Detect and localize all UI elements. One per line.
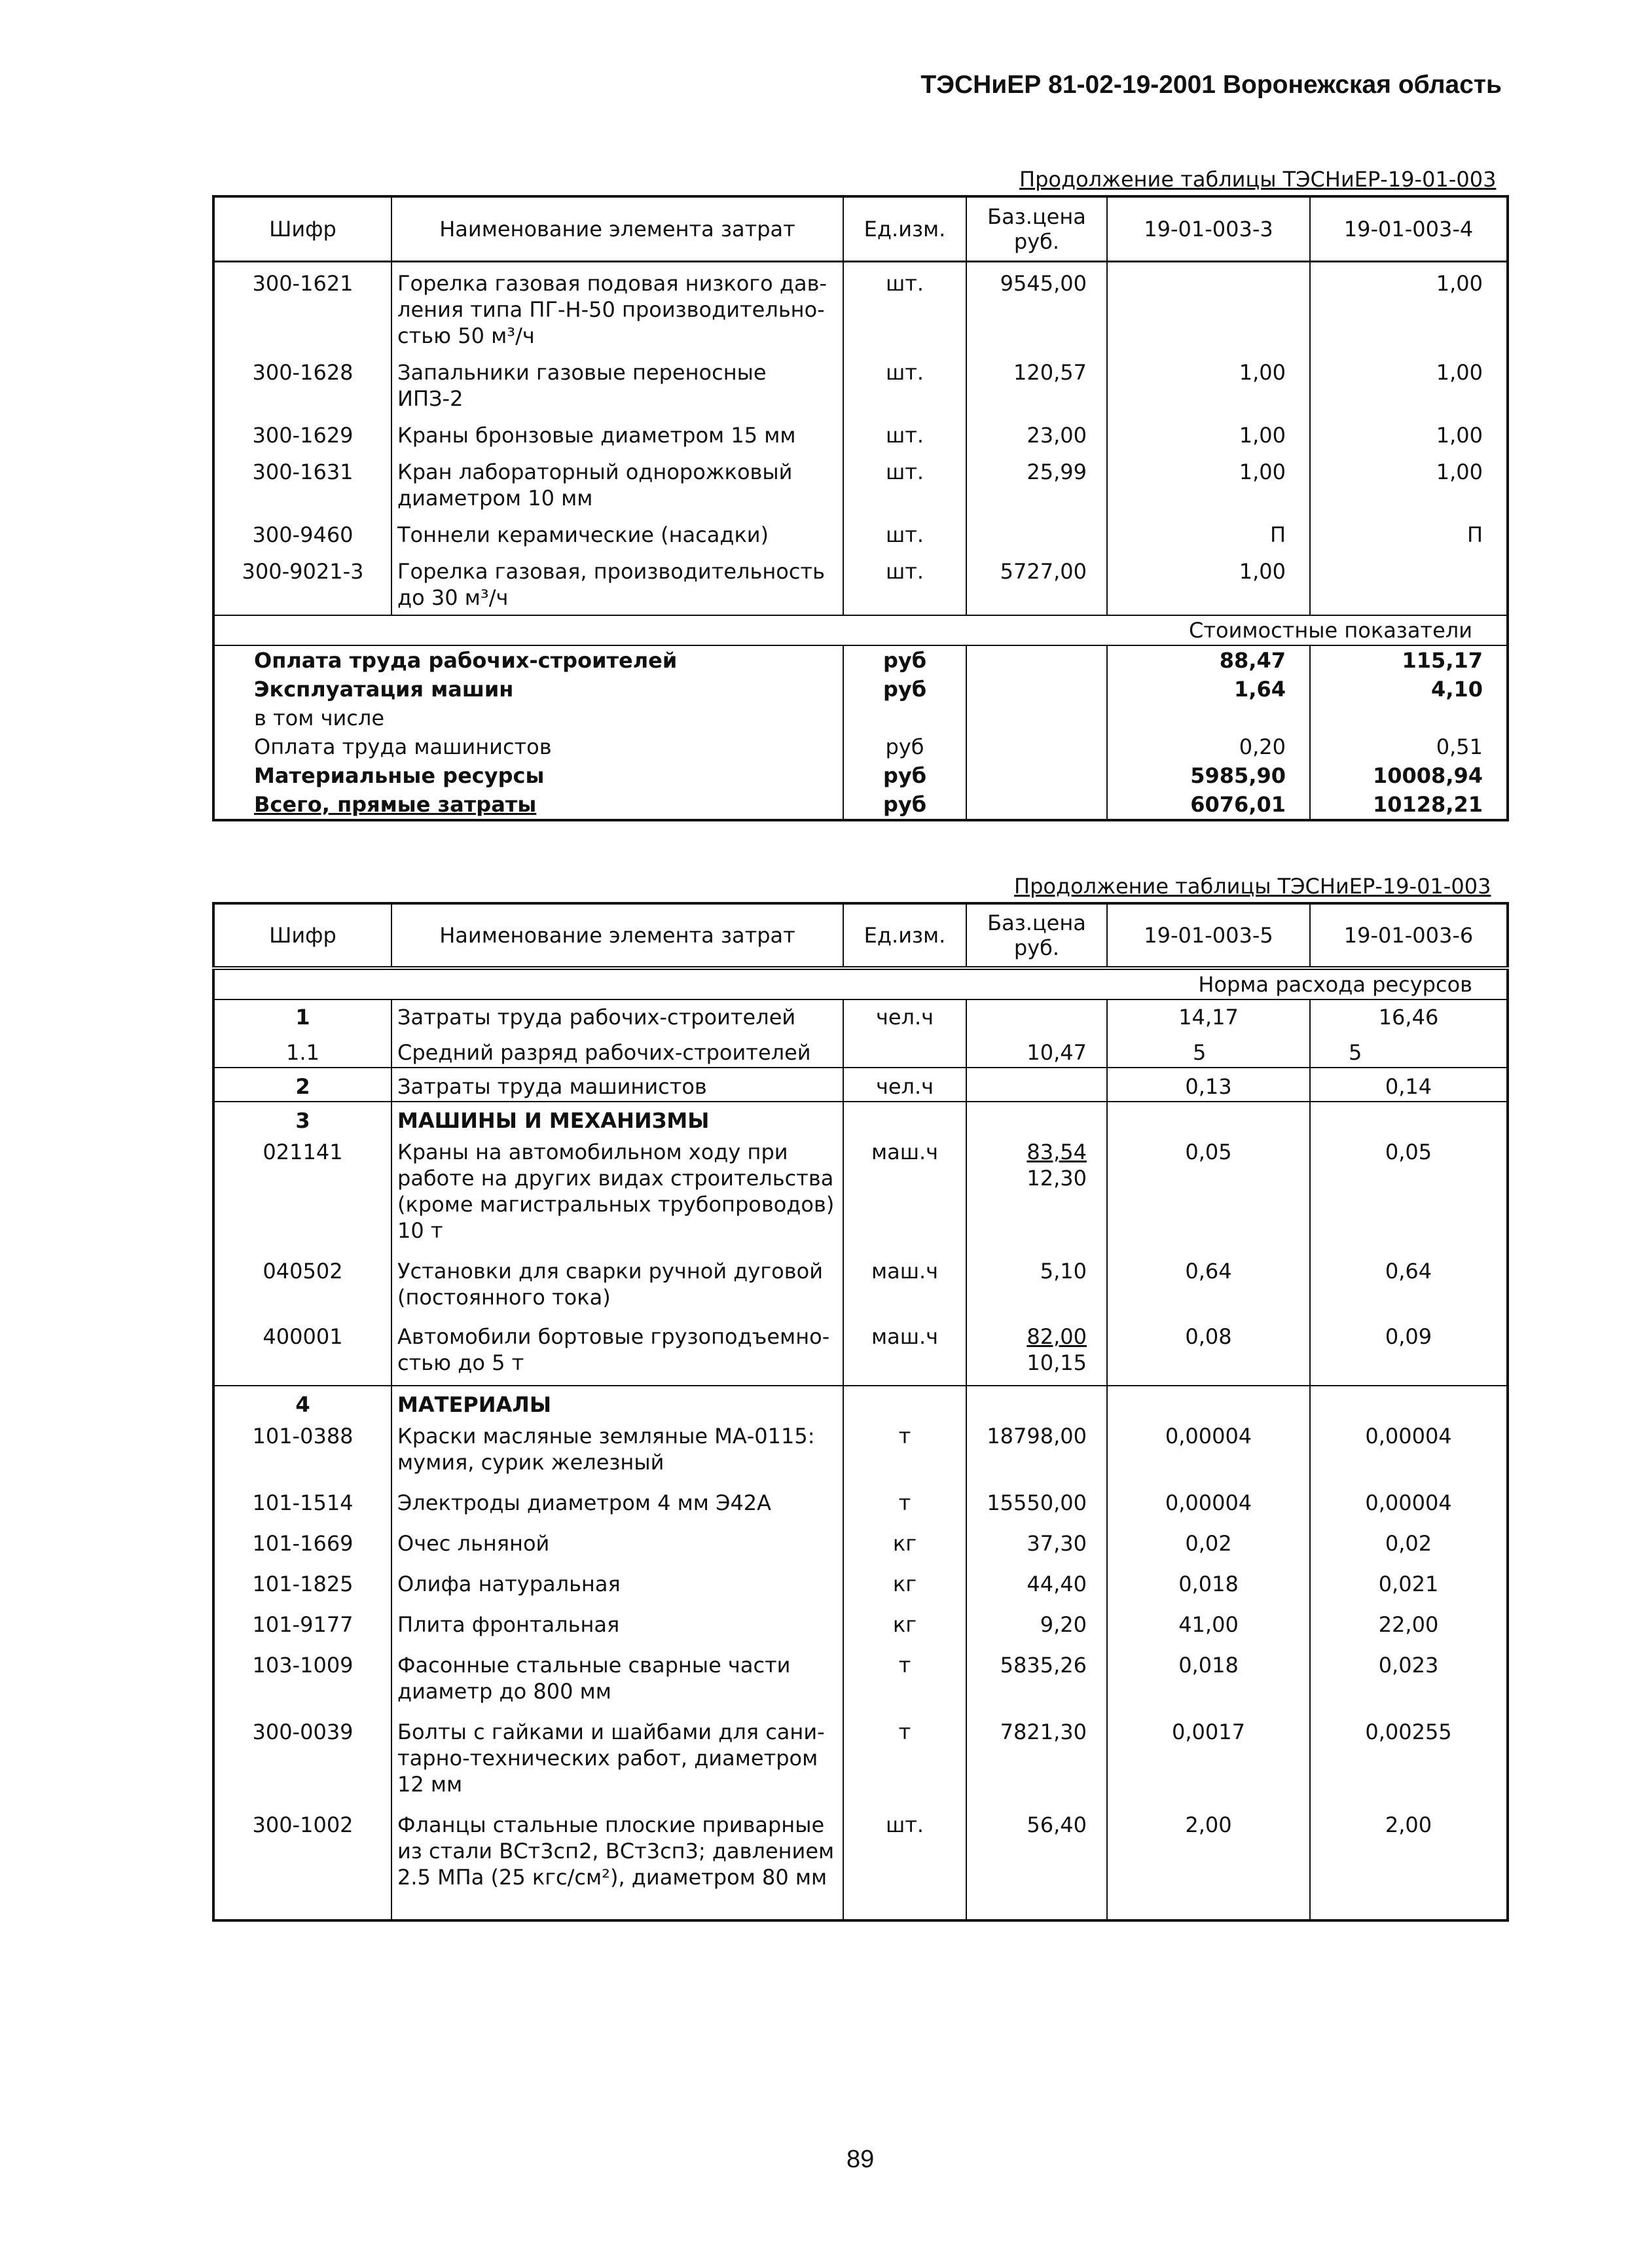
cost-v1: 1,64 bbox=[1107, 675, 1310, 704]
cell-code: 300-1002 bbox=[213, 1799, 391, 1920]
section-title: МАТЕРИАЛЫ bbox=[391, 1386, 843, 1419]
cost-name: в том числе bbox=[213, 704, 843, 732]
cost-v2: 10128,21 bbox=[1310, 790, 1508, 820]
col-header-v2: 19-01-003-4 bbox=[1310, 196, 1508, 262]
cell-unit: т bbox=[843, 1477, 966, 1517]
cost-v2: 10008,94 bbox=[1310, 761, 1508, 790]
price-bottom: 10,15 bbox=[1027, 1350, 1087, 1375]
table1 bbox=[212, 195, 1509, 821]
cost-row bbox=[213, 761, 1508, 790]
section-row-materials bbox=[213, 1386, 1508, 1419]
table2 bbox=[212, 902, 1509, 1922]
cell-code: 101-1669 bbox=[213, 1517, 391, 1558]
cell-v2: 0,64 bbox=[1310, 1253, 1508, 1320]
cell-code: 300-1621 bbox=[213, 262, 391, 351]
cost-unit: руб bbox=[843, 761, 966, 790]
cost-v2: 0,51 bbox=[1310, 732, 1508, 761]
cell-v2: 0,05 bbox=[1310, 1135, 1508, 1253]
cell-price: 9545,00 bbox=[966, 262, 1107, 351]
cell-price bbox=[966, 999, 1107, 1032]
cell-name: Электроды диаметром 4 мм Э42А bbox=[391, 1477, 843, 1517]
col-header-unit: Ед.изм. bbox=[843, 903, 966, 968]
col-header-price: Баз.цена руб. bbox=[966, 196, 1107, 262]
cost-v2 bbox=[1310, 704, 1508, 732]
cell-price bbox=[966, 1068, 1107, 1102]
cell-v2: 0,09 bbox=[1310, 1320, 1508, 1386]
col-header-code: Шифр bbox=[213, 196, 391, 262]
cell-name: Плита фронтальная bbox=[391, 1598, 843, 1639]
cell-v1: 2,00 bbox=[1107, 1799, 1310, 1920]
cell-code: 103-1009 bbox=[213, 1639, 391, 1706]
cell-code: 300-1629 bbox=[213, 413, 391, 450]
cell-v2 bbox=[1310, 549, 1508, 615]
cell-code: 101-1514 bbox=[213, 1477, 391, 1517]
cost-row bbox=[213, 704, 1508, 732]
table-row bbox=[213, 1253, 1508, 1320]
table-row bbox=[213, 549, 1508, 615]
cell-price: 7821,30 bbox=[966, 1706, 1107, 1799]
table-row bbox=[213, 262, 1508, 351]
table-row bbox=[213, 1639, 1508, 1706]
cell-v1: 14,17 bbox=[1107, 999, 1310, 1032]
cell-unit: т bbox=[843, 1419, 966, 1477]
table-row bbox=[213, 1706, 1508, 1799]
cell-v1: 0,00004 bbox=[1107, 1477, 1310, 1517]
section-code: 3 bbox=[213, 1102, 391, 1135]
cell-v1: 41,00 bbox=[1107, 1598, 1310, 1639]
cell-price bbox=[966, 1320, 1107, 1386]
table-row bbox=[213, 413, 1508, 450]
cell-code: 300-9460 bbox=[213, 513, 391, 549]
cell-unit: т bbox=[843, 1706, 966, 1799]
cell-v1: 0,13 bbox=[1107, 1068, 1310, 1102]
cell-code: 2 bbox=[213, 1068, 391, 1102]
cost-unit: руб bbox=[843, 675, 966, 704]
cell-name: Фланцы стальные плоские приварные из стали ВСт3сп2, ВСт3сп3; давлением 2.5 МПа (25 кгс/см²), диаметром 80 мм bbox=[391, 1799, 843, 1920]
table-row bbox=[213, 1135, 1508, 1253]
cell-name: Краски масляные земляные МА-0115: мумия, сурик железный bbox=[391, 1419, 843, 1477]
table2-caption: Продолжение таблицы ТЭСНиЕР-19-01-003 bbox=[1014, 874, 1491, 899]
cell-code: 101-1825 bbox=[213, 1558, 391, 1598]
table-row bbox=[213, 450, 1508, 513]
table-row bbox=[213, 1068, 1508, 1102]
cost-v1: 5985,90 bbox=[1107, 761, 1310, 790]
cell-name: Установки для сварки ручной дуговой (постоянного тока) bbox=[391, 1253, 843, 1320]
col-header-unit: Ед.изм. bbox=[843, 196, 966, 262]
cell-code: 101-0388 bbox=[213, 1419, 391, 1477]
table-row bbox=[213, 513, 1508, 549]
cell-v1: 0,08 bbox=[1107, 1320, 1310, 1386]
cell-code: 300-1628 bbox=[213, 350, 391, 413]
cell-name: Краны бронзовые диаметром 15 мм bbox=[391, 413, 843, 450]
cell-v1: 0,018 bbox=[1107, 1558, 1310, 1598]
cell-v2: 0,00255 bbox=[1310, 1706, 1508, 1799]
cell-unit: чел.ч bbox=[843, 1068, 966, 1102]
table-row bbox=[213, 1419, 1508, 1477]
cell-v2: 1,00 bbox=[1310, 262, 1508, 351]
norm-label-row bbox=[213, 968, 1508, 999]
cell-v1: 0,64 bbox=[1107, 1253, 1310, 1320]
cell-v2: П bbox=[1310, 513, 1508, 549]
cell-v2: 0,023 bbox=[1310, 1639, 1508, 1706]
cost-name: Эксплуатация машин bbox=[213, 675, 843, 704]
cost-row bbox=[213, 790, 1508, 820]
cost-unit: руб bbox=[843, 645, 966, 675]
cell-unit: шт. bbox=[843, 262, 966, 351]
cell-v1: 0,00004 bbox=[1107, 1419, 1310, 1477]
cell-unit: кг bbox=[843, 1517, 966, 1558]
cell-code: 300-1631 bbox=[213, 450, 391, 513]
cell-price: 23,00 bbox=[966, 413, 1107, 450]
price-top: 82,00 bbox=[1027, 1324, 1087, 1349]
cell-unit: маш.ч bbox=[843, 1253, 966, 1320]
cell-unit: чел.ч bbox=[843, 999, 966, 1032]
cell-v1: 5 bbox=[1107, 1032, 1310, 1068]
cell-unit: шт. bbox=[843, 513, 966, 549]
cell-name: Болты с гайками и шайбами для сани-тарно-технических работ, диаметром 12 мм bbox=[391, 1706, 843, 1799]
cost-row bbox=[213, 675, 1508, 704]
col-header-v1: 19-01-003-3 bbox=[1107, 196, 1310, 262]
cell-name: Фасонные стальные сварные части диаметр до 800 мм bbox=[391, 1639, 843, 1706]
cell-price: 25,99 bbox=[966, 450, 1107, 513]
cell-price: 5835,26 bbox=[966, 1639, 1107, 1706]
cell-v1: 1,00 bbox=[1107, 350, 1310, 413]
table-row bbox=[213, 999, 1508, 1032]
cell-unit: т bbox=[843, 1639, 966, 1706]
cell-v1: 1,00 bbox=[1107, 549, 1310, 615]
cell-name: Кран лабораторный однорожковый диаметром 10 мм bbox=[391, 450, 843, 513]
cell-v1: 0,0017 bbox=[1107, 1706, 1310, 1799]
cell-price bbox=[966, 1135, 1107, 1253]
cell-name: Очес льняной bbox=[391, 1517, 843, 1558]
cell-price: 5727,00 bbox=[966, 549, 1107, 615]
cell-code: 1.1 bbox=[213, 1032, 391, 1068]
cell-unit: шт. bbox=[843, 450, 966, 513]
cell-v1: П bbox=[1107, 513, 1310, 549]
costs-label: Стоимостные показатели bbox=[213, 615, 1508, 645]
cell-price: 56,40 bbox=[966, 1799, 1107, 1920]
cell-name: Средний разряд рабочих-строителей bbox=[391, 1032, 843, 1068]
cost-name: Оплата труда машинистов bbox=[213, 732, 843, 761]
section-row-machines bbox=[213, 1102, 1508, 1135]
cell-v2: 1,00 bbox=[1310, 350, 1508, 413]
cell-unit: кг bbox=[843, 1558, 966, 1598]
cell-v2: 0,00004 bbox=[1310, 1419, 1508, 1477]
cell-v2: 22,00 bbox=[1310, 1598, 1508, 1639]
section-title: МАШИНЫ И МЕХАНИЗМЫ bbox=[391, 1102, 843, 1135]
page-number: 89 bbox=[846, 2146, 875, 2173]
col-header-name: Наименование элемента затрат bbox=[391, 903, 843, 968]
cell-v1: 0,02 bbox=[1107, 1517, 1310, 1558]
table1-caption: Продолжение таблицы ТЭСНиЕР-19-01-003 bbox=[1019, 167, 1497, 192]
cost-v1: 0,20 bbox=[1107, 732, 1310, 761]
table-row bbox=[213, 1517, 1508, 1558]
cell-name: Автомобили бортовые грузоподъемно-стью до 5 т bbox=[391, 1320, 843, 1386]
cell-price: 9,20 bbox=[966, 1598, 1107, 1639]
price-top: 83,54 bbox=[1027, 1140, 1087, 1164]
table-row bbox=[213, 1799, 1508, 1920]
cost-row bbox=[213, 732, 1508, 761]
cell-price: 5,10 bbox=[966, 1253, 1107, 1320]
cell-unit bbox=[843, 1032, 966, 1068]
cost-v1 bbox=[1107, 704, 1310, 732]
cell-v2: 0,00004 bbox=[1310, 1477, 1508, 1517]
cell-unit: маш.ч bbox=[843, 1320, 966, 1386]
cell-code: 1 bbox=[213, 999, 391, 1032]
cost-name: Оплата труда рабочих-строителей bbox=[213, 645, 843, 675]
cell-code: 300-0039 bbox=[213, 1706, 391, 1799]
cell-code: 021141 bbox=[213, 1135, 391, 1253]
norm-label: Норма расхода ресурсов bbox=[213, 968, 1508, 999]
cell-unit: маш.ч bbox=[843, 1135, 966, 1253]
table2-header-row bbox=[213, 903, 1508, 968]
cell-code: 300-9021-3 bbox=[213, 549, 391, 615]
col-header-v2: 19-01-003-6 bbox=[1310, 903, 1508, 968]
cell-v2: 5 bbox=[1310, 1032, 1508, 1068]
cost-v1: 6076,01 bbox=[1107, 790, 1310, 820]
table-row bbox=[213, 1558, 1508, 1598]
cell-name: Тоннели керамические (насадки) bbox=[391, 513, 843, 549]
cost-v2: 4,10 bbox=[1310, 675, 1508, 704]
table-row bbox=[213, 350, 1508, 413]
cell-v2: 2,00 bbox=[1310, 1799, 1508, 1920]
cell-name: Краны на автомобильном ходу при работе на других видах строительства (кроме магистральных трубопроводов) 10 т bbox=[391, 1135, 843, 1253]
cost-unit bbox=[843, 704, 966, 732]
cell-price: 10,47 bbox=[966, 1032, 1107, 1068]
cell-v1: 0,018 bbox=[1107, 1639, 1310, 1706]
col-header-v1: 19-01-003-5 bbox=[1107, 903, 1310, 968]
table-row bbox=[213, 1598, 1508, 1639]
cell-name: Горелка газовая подовая низкого дав-ления типа ПГ-Н-50 производительно-стью 50 м³/ч bbox=[391, 262, 843, 351]
cell-name: Запальники газовые переносные ИПЗ-2 bbox=[391, 350, 843, 413]
section-code: 4 bbox=[213, 1386, 391, 1419]
table-row bbox=[213, 1320, 1508, 1386]
cell-name: Олифа натуральная bbox=[391, 1558, 843, 1598]
cell-code: 400001 bbox=[213, 1320, 391, 1386]
cell-v2: 0,021 bbox=[1310, 1558, 1508, 1598]
cost-name: Материальные ресурсы bbox=[213, 761, 843, 790]
cost-unit: руб bbox=[843, 732, 966, 761]
cost-v2: 115,17 bbox=[1310, 645, 1508, 675]
col-header-name: Наименование элемента затрат bbox=[391, 196, 843, 262]
cell-v2: 16,46 bbox=[1310, 999, 1508, 1032]
col-header-price: Баз.цена руб. bbox=[966, 903, 1107, 968]
cell-price bbox=[966, 513, 1107, 549]
page-header: ТЭСНиЕР 81-02-19-2001 Воронежская область bbox=[920, 71, 1502, 99]
cost-name: Всего, прямые затраты bbox=[213, 790, 843, 820]
price-bottom: 12,30 bbox=[1027, 1166, 1087, 1191]
cell-v2: 0,14 bbox=[1310, 1068, 1508, 1102]
cell-code: 040502 bbox=[213, 1253, 391, 1320]
cell-v1: 0,05 bbox=[1107, 1135, 1310, 1253]
cell-v2: 0,02 bbox=[1310, 1517, 1508, 1558]
cell-v1 bbox=[1107, 262, 1310, 351]
cell-v1: 1,00 bbox=[1107, 413, 1310, 450]
cell-name: Затраты труда рабочих-строителей bbox=[391, 999, 843, 1032]
cell-name: Горелка газовая, производительность до 30 м³/ч bbox=[391, 549, 843, 615]
table-row bbox=[213, 1032, 1508, 1068]
cell-unit: шт. bbox=[843, 350, 966, 413]
cell-v1: 1,00 bbox=[1107, 450, 1310, 513]
cell-price: 18798,00 bbox=[966, 1419, 1107, 1477]
cell-unit: шт. bbox=[843, 1799, 966, 1920]
col-header-code: Шифр bbox=[213, 903, 391, 968]
cell-v2: 1,00 bbox=[1310, 450, 1508, 513]
costs-label-row bbox=[213, 615, 1508, 645]
cell-unit: кг bbox=[843, 1598, 966, 1639]
cell-price: 44,40 bbox=[966, 1558, 1107, 1598]
cell-v2: 1,00 bbox=[1310, 413, 1508, 450]
cell-code: 101-9177 bbox=[213, 1598, 391, 1639]
cell-name: Затраты труда машинистов bbox=[391, 1068, 843, 1102]
table-row bbox=[213, 1477, 1508, 1517]
cell-price: 120,57 bbox=[966, 350, 1107, 413]
cost-row bbox=[213, 645, 1508, 675]
cost-unit: руб bbox=[843, 790, 966, 820]
cell-price: 15550,00 bbox=[966, 1477, 1107, 1517]
cell-unit: шт. bbox=[843, 549, 966, 615]
cell-unit: шт. bbox=[843, 413, 966, 450]
cost-v1: 88,47 bbox=[1107, 645, 1310, 675]
table1-header-row bbox=[213, 196, 1508, 262]
cell-price: 37,30 bbox=[966, 1517, 1107, 1558]
